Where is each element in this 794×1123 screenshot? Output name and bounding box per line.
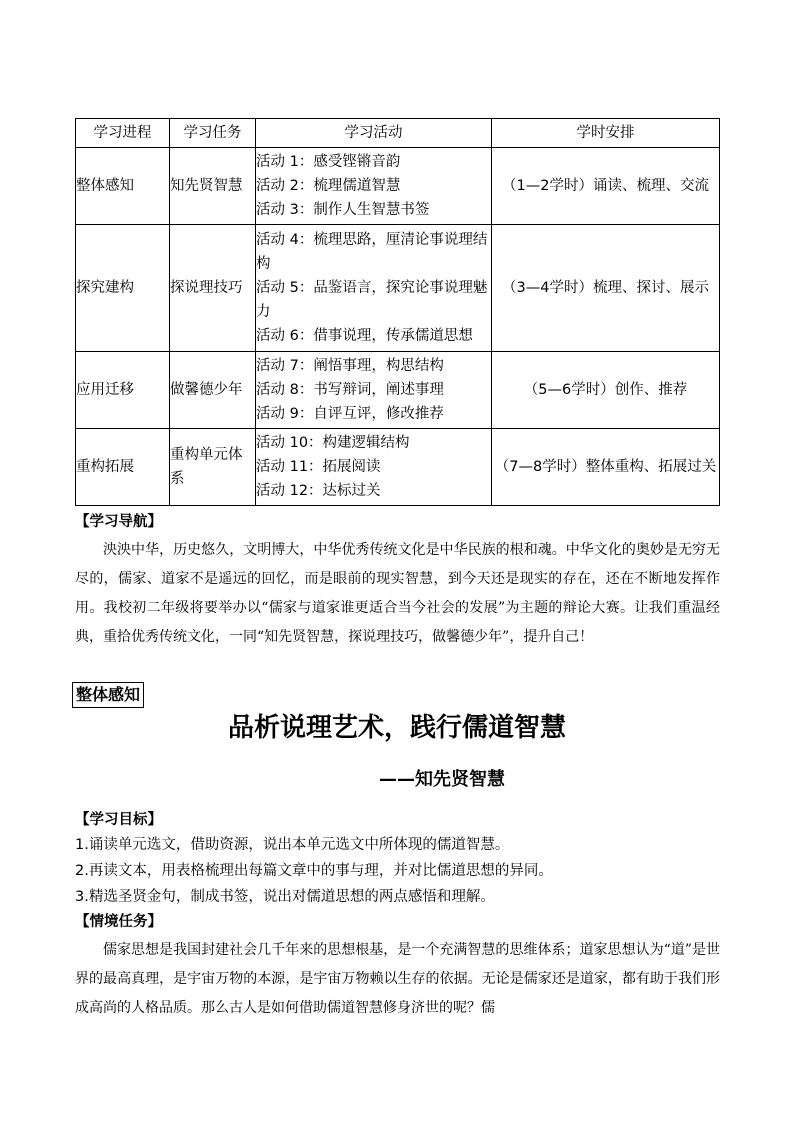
schedule-cell: （5—6学时）创作、推荐: [492, 352, 720, 429]
activity-item: 活动 5：品鉴语言，探究论事说理魅力: [256, 280, 488, 320]
stage-cell: 重构拓展: [76, 429, 170, 506]
objective-item: 2.再读文本，用表格梳理出每篇文章中的事与理，并对比儒道思想的异同。: [75, 863, 553, 879]
activity-item: 活动 3：制作人生智慧书签: [256, 202, 430, 218]
activity-item: 活动 11：拓展阅读: [256, 459, 381, 475]
study-plan-table: [75, 118, 720, 506]
task-cell: 做馨德少年: [170, 352, 256, 429]
activity-item: 活动 9：自评互评，修改推荐: [256, 406, 444, 422]
activity-item: 活动 4：梳理思路，厘清论事说理结构: [256, 232, 488, 272]
table-row: [76, 352, 720, 429]
activities-cell: [256, 225, 492, 352]
task-cell: 探说理技巧: [170, 225, 256, 352]
header-activities: 学习活动: [256, 119, 492, 148]
objective-item: 3.精选圣贤金句，制成书签，说出对儒道思想的两点感悟和理解。: [75, 889, 495, 905]
guide-paragraph: 泱泱中华，历史悠久，文明博大，中华优秀传统文化是中华民族的根和魂。中华文化的奥妙是无穷无尽的，儒家、道家不是遥远的回忆，而是眼前的现实智慧，到今天还是现实的存在，还在不断地发挥作用。我校初二年级将要举办以“儒家与道家谁更适合当今社会的发展”为主题的辩论大赛。让我们重温经典，重拾优秀传统文化，一同“知先贤智慧，探说理技巧，做馨德少年”，提升自己！: [75, 542, 720, 645]
activity-item: 活动 6：借事说理，传承儒道思想: [256, 328, 473, 344]
activity-item: 活动 8：书写辩词，阐述事理: [256, 382, 444, 398]
table-header-row: [76, 119, 720, 148]
situation-paragraph: 儒家思想是我国封建社会几千年来的思想根基，是一个充满智慧的思维体系；道家思想认为“道”是世界的最高真理，是宇宙万物的本源，是宇宙万物赖以生存的依据。无论是儒家还是道家，都有助于我们形成高尚的人格品质。那么古人是如何借助儒道智慧修身济世的呢？儒: [75, 942, 720, 1016]
table-row: [76, 225, 720, 352]
section-tag: 整体感知: [72, 682, 144, 708]
table-row: [76, 148, 720, 225]
task-cell: 知先贤智慧: [170, 148, 256, 225]
schedule-cell: （7—8学时）整体重构、拓展过关: [492, 429, 720, 506]
activity-item: 活动 2：梳理儒道智慧: [256, 178, 401, 194]
objective-item: 1.诵读单元选文，借助资源，说出本单元选文中所体现的儒道智慧。: [75, 837, 510, 853]
header-task: 学习任务: [170, 119, 256, 148]
section-title: 品析说理艺术，践行儒道智慧: [227, 713, 566, 743]
task-cell: 重构单元体系: [170, 429, 256, 506]
guide-heading: 【学习导航】: [75, 514, 162, 530]
activity-item: 活动 7：阐悟事理，构思结构: [256, 358, 444, 374]
activity-item: 活动 12：达标过关: [256, 483, 381, 499]
header-stage: 学习进程: [76, 119, 170, 148]
stage-cell: 整体感知: [76, 148, 170, 225]
stage-cell: 应用迁移: [76, 352, 170, 429]
table-row: [76, 429, 720, 506]
situation-heading: 【情境任务】: [75, 914, 162, 930]
activity-item: 活动 1：感受铿锵音韵: [256, 154, 401, 170]
activities-cell: [256, 352, 492, 429]
activities-cell: [256, 148, 492, 225]
section-subtitle: ——知先贤智慧: [379, 769, 505, 790]
header-schedule: 学时安排: [492, 119, 720, 148]
stage-cell: 探究建构: [76, 225, 170, 352]
activities-cell: [256, 429, 492, 506]
schedule-cell: （3—4学时）梳理、探讨、展示: [492, 225, 720, 352]
objectives-heading: 【学习目标】: [75, 812, 162, 828]
activity-item: 活动 10：构建逻辑结构: [256, 435, 410, 451]
schedule-cell: （1—2学时）诵读、梳理、交流: [492, 148, 720, 225]
